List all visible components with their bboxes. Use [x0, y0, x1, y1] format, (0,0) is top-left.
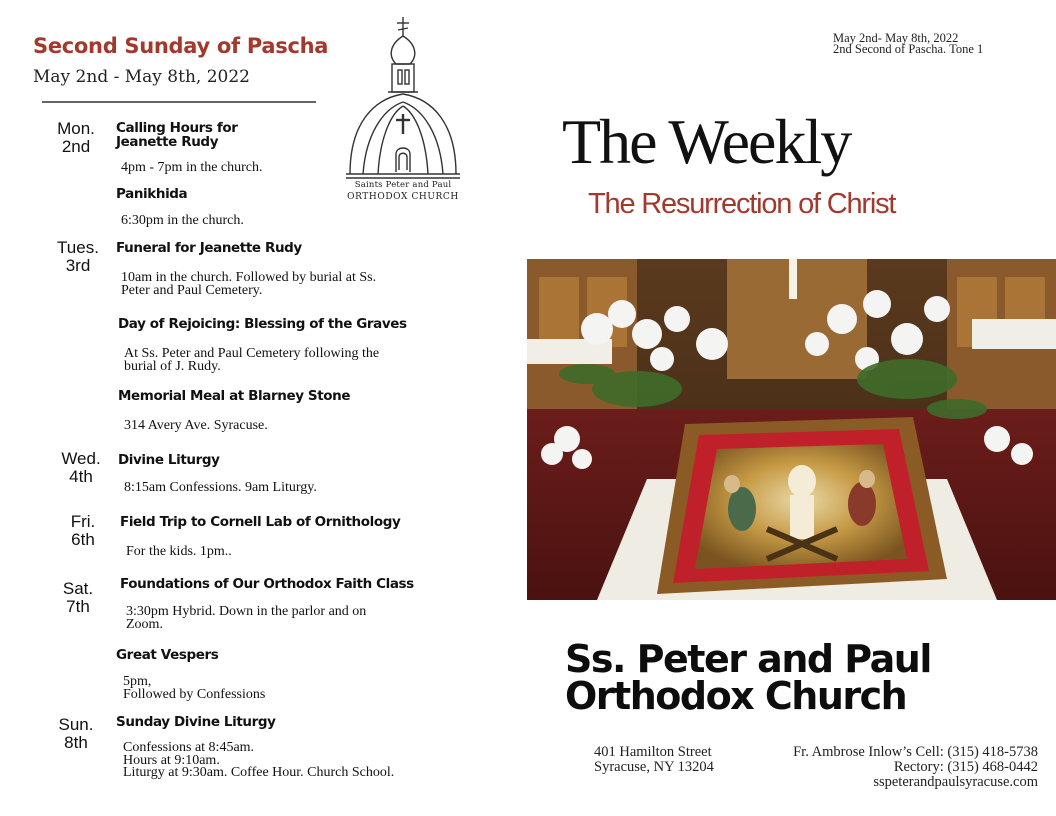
day-date: 7th — [66, 597, 90, 616]
event-title: Panikhida — [116, 186, 188, 202]
event-detail: 6:30pm in the church. — [121, 213, 244, 228]
day-date: 4th — [69, 467, 93, 486]
event-detail: For the kids. 1pm.. — [126, 544, 232, 559]
logo-text-line2: ORTHODOX CHURCH — [347, 192, 459, 202]
event-detail: Confessions at 8:45am. Hours at 9:10am. Liturgy at 9:30am. Coffee Hour. Church School. — [123, 740, 395, 780]
day-label — [48, 580, 108, 616]
day-name: Sun. — [58, 715, 94, 734]
newsletter-subtitle: The Resurrection of Christ — [588, 188, 896, 220]
day-date: 8th — [64, 733, 88, 752]
day-name: Sat. — [62, 579, 94, 598]
event-title: Great Vespers — [116, 647, 219, 663]
event-title: Field Trip to Cornell Lab of Ornithology — [120, 514, 401, 530]
page-title: Second Sunday of Pascha — [33, 34, 329, 58]
day-name: Tues. — [57, 238, 99, 257]
event-title: Foundations of Our Orthodox Faith Class — [120, 576, 414, 592]
event-title: Funeral for Jeanette Rudy — [116, 240, 302, 256]
event-detail: 4pm - 7pm in the church. — [121, 160, 263, 175]
contact-info — [793, 745, 1038, 790]
day-date: 6th — [71, 530, 95, 549]
day-name: Mon. — [57, 119, 95, 138]
event-title: Sunday Divine Liturgy — [116, 714, 276, 730]
address-street: 401 Hamilton Street — [594, 744, 712, 760]
website-link[interactable]: sspeterandpaulsyracuse.com — [873, 774, 1038, 790]
church-address — [594, 745, 714, 775]
event-detail: At Ss. Peter and Paul Cemetery following the burial of J. Rudy. — [124, 346, 380, 374]
day-name: Fri. — [70, 512, 96, 531]
issue-info — [833, 33, 983, 55]
event-detail: 314 Avery Ave. Syracuse. — [124, 418, 268, 433]
day-date: 2nd — [61, 137, 91, 156]
altar-icon-photo — [527, 259, 1056, 600]
event-detail: 10am in the church. Followed by burial at Ss. Peter and Paul Cemetery. — [121, 270, 377, 298]
priest-cell: Fr. Ambrose Inlow’s Cell: (315) 418-5738 — [793, 744, 1038, 760]
church-name-line1: Ss. Peter and Paul — [565, 637, 931, 681]
issue-dates: May 2nd- May 8th, 2022 — [833, 31, 959, 45]
day-label — [46, 120, 106, 156]
day-date: 3rd — [65, 256, 91, 275]
day-label — [51, 450, 111, 486]
logo-text-line1: Saints Peter and Paul — [354, 180, 452, 190]
church-name — [565, 637, 931, 718]
event-detail: 3:30pm Hybrid. Down in the parlor and on Zoom. — [126, 604, 367, 632]
event-title: Divine Liturgy — [118, 452, 220, 468]
date-range: May 2nd - May 8th, 2022 — [33, 67, 250, 87]
rectory-phone: Rectory: (315) 468-0442 — [893, 759, 1038, 775]
event-detail: 8:15am Confessions. 9am Liturgy. — [124, 480, 317, 495]
address-city: Syracuse, NY 13204 — [594, 759, 714, 775]
church-dome-logo — [338, 14, 468, 206]
day-name: Wed. — [61, 449, 101, 468]
divider — [42, 101, 316, 103]
event-title: Memorial Meal at Blarney Stone — [118, 388, 351, 404]
day-label — [48, 239, 108, 275]
newsletter-title: The Weekly — [562, 106, 851, 177]
church-name-line2: Orthodox Church — [565, 674, 907, 718]
event-title: Day of Rejoicing: Blessing of the Graves — [118, 316, 407, 332]
issue-tone: 2nd Second of Pascha. Tone 1 — [833, 42, 984, 56]
event-detail: 5pm, Followed by Confessions — [123, 674, 266, 702]
day-label — [46, 716, 106, 752]
event-title: Calling Hours for Jeanette Rudy — [116, 120, 238, 150]
day-label — [53, 513, 113, 549]
